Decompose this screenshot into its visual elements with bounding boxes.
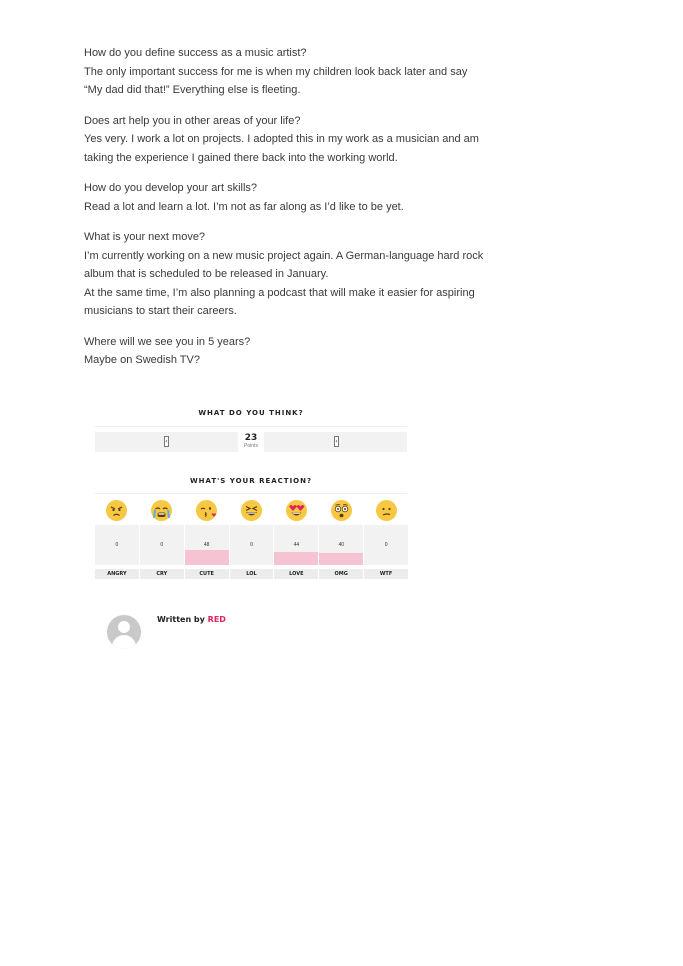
question: Does art help you in other areas of your life? xyxy=(84,114,301,127)
angry-face-icon xyxy=(106,500,127,521)
divider xyxy=(95,426,407,427)
answer-line: Read a lot and learn a lot. I’m not as far along as I’d like to be yet. xyxy=(84,200,404,213)
reaction-count-box xyxy=(185,525,229,565)
question: What is your next move? xyxy=(84,231,206,243)
reaction-label: LOVE xyxy=(274,569,318,579)
answer-line: I’m currently working on a new music project again. A German-language hard rock xyxy=(84,249,484,262)
score-unit: Points xyxy=(244,443,258,449)
reaction-count: 0 xyxy=(384,542,388,548)
answer-line: At the same time, I’m also planning a podcast that will make it easier for aspiring xyxy=(84,286,475,299)
vote-score xyxy=(238,432,264,452)
astonished-face-icon xyxy=(331,500,352,521)
reaction-count-box xyxy=(140,525,184,565)
question: Where will we see you in 5 years? xyxy=(84,335,251,348)
vote-title: WHAT DO YOU THINK? xyxy=(198,409,304,417)
downvote-button[interactable] xyxy=(264,432,407,452)
answer-line: taking the experience I gained there back into the working world. xyxy=(84,151,398,164)
confused-face-icon xyxy=(376,500,397,521)
reaction-wtf[interactable] xyxy=(364,497,408,579)
article-body xyxy=(84,44,514,382)
reaction-count: 0 xyxy=(250,542,253,548)
reaction-fill xyxy=(185,550,229,565)
reaction-label: WTF xyxy=(364,569,408,579)
author-name-link[interactable]: RED xyxy=(207,615,226,624)
reaction-list xyxy=(95,497,409,579)
author-prefix: Written by xyxy=(157,615,205,624)
reaction-title: WHAT'S YOUR REACTION? xyxy=(189,477,313,485)
reaction-fill xyxy=(319,553,363,565)
reaction-count: 40 xyxy=(338,542,344,548)
heart-eyes-face-icon xyxy=(286,500,307,521)
question: How do you define success as a music artist? xyxy=(84,47,307,59)
reaction-label: CRY xyxy=(140,569,184,579)
reaction-label: ANGRY xyxy=(95,569,139,579)
kissing-face-icon xyxy=(196,500,217,521)
qa-block xyxy=(84,179,514,216)
reaction-label: OMG xyxy=(319,569,363,579)
divider xyxy=(95,493,407,494)
reaction-count-box xyxy=(319,525,363,565)
answer-line: album that is scheduled to be released in January. xyxy=(84,268,329,280)
reaction-label: CUTE xyxy=(185,569,229,579)
reaction-count: 0 xyxy=(160,542,164,548)
reaction-omg[interactable] xyxy=(319,497,363,579)
crying-face-icon xyxy=(151,500,172,521)
chevron-down-icon: ‹ xyxy=(335,438,338,445)
author-line xyxy=(157,615,226,624)
answer-line: Maybe on Swedish TV? xyxy=(84,354,200,366)
chevron-up-icon: ‹ xyxy=(165,438,168,445)
reaction-label: LOL xyxy=(230,569,274,579)
qa-block xyxy=(84,333,514,370)
score-value: 23 xyxy=(244,433,258,443)
reaction-count-box xyxy=(274,525,318,565)
qa-block xyxy=(84,112,514,168)
upvote-button[interactable] xyxy=(95,432,238,452)
answer-line: Yes very. I work a lot on projects. I adopted this in my work as a musician and am xyxy=(84,133,479,145)
reaction-cry[interactable] xyxy=(140,497,184,579)
reaction-count: 44 xyxy=(293,542,300,548)
answer-line: The only important success for me is when my children look back later and say xyxy=(84,65,468,78)
qa-block xyxy=(84,228,514,321)
reaction-cute[interactable] xyxy=(185,497,229,579)
reaction-count-box xyxy=(364,525,408,565)
reaction-count: 48 xyxy=(203,542,210,548)
answer-line: musicians to start their careers. xyxy=(84,305,237,317)
vote-bar xyxy=(95,432,407,452)
reaction-count-box xyxy=(95,525,139,565)
reaction-lol[interactable] xyxy=(230,497,274,579)
reaction-love[interactable] xyxy=(274,497,318,579)
default-avatar-icon[interactable] xyxy=(107,615,141,649)
reaction-count-box xyxy=(230,525,274,565)
qa-block xyxy=(84,44,514,100)
reaction-count: 0 xyxy=(115,542,119,548)
answer-line: “My dad did that!” Everything else is fleeting. xyxy=(84,84,301,96)
question: How do you develop your art skills? xyxy=(84,182,258,194)
laughing-face-icon xyxy=(241,500,262,521)
reaction-fill xyxy=(274,552,318,565)
reaction-angry[interactable] xyxy=(95,497,139,579)
